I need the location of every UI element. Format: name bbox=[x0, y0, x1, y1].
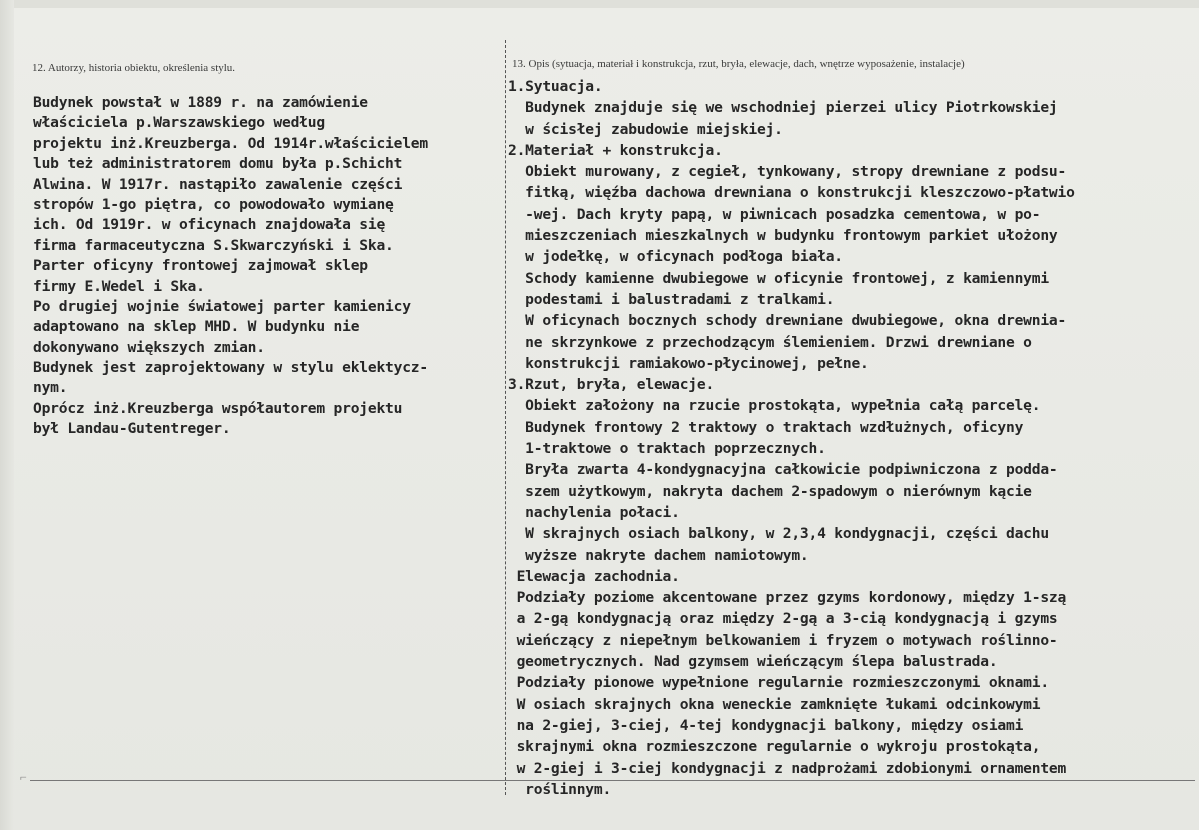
text-line: podestami i balustradami z tralkami. bbox=[508, 290, 835, 308]
text-line: Bryła zwarta 4-kondygnacyjna całkowicie podpiwniczona z podda- bbox=[508, 461, 1058, 479]
bottom-corner-mark: ⌐ bbox=[20, 770, 27, 784]
text-line: Obiekt murowany, z cegieł, tynkowany, stropy drewniane z podsu- bbox=[508, 163, 1067, 181]
text-line: dokonywano większych zmian. bbox=[33, 338, 265, 356]
text-line: na 2-giej, 3-ciej, 4-tej kondygnacji balkony, między osiami bbox=[508, 716, 1024, 734]
text-line: wyższe nakryte dachem namiotowym. bbox=[508, 546, 809, 564]
text-line: nym. bbox=[33, 379, 68, 397]
text-line: W oficynach bocznych schody drewniane dwubiegowe, okna drewnia- bbox=[508, 312, 1067, 330]
text-line: skrajnymi okna rozmieszczone regularnie o wykroju prostokąta, bbox=[508, 738, 1041, 756]
text-line: W skrajnych osiach balkony, w 2,3,4 kondygnacji, części dachu bbox=[508, 525, 1049, 543]
bottom-rule bbox=[30, 780, 1195, 781]
text-line: Budynek znajduje się we wschodniej pierzei ulicy Piotrkowskiej bbox=[508, 99, 1058, 117]
description-text bbox=[508, 76, 1198, 800]
text-line: był Landau-Gutentreger. bbox=[33, 420, 231, 438]
section-13-header: 13. Opis (sytuacja, materiał i konstrukcja, rzut, bryła, elewacje, dach, wnętrze wyposażenie, instalacje) bbox=[512, 58, 965, 70]
text-line: Budynek frontowy 2 traktowy o traktach wzdłużnych, oficyny bbox=[508, 418, 1024, 436]
text-line: Budynek powstał w 1889 r. na zamówienie bbox=[33, 94, 368, 111]
text-line: adaptowano na sklep MHD. W budynku nie bbox=[33, 318, 360, 336]
authors-history-text bbox=[33, 93, 503, 440]
text-line: 3.Rzut, bryła, elewacje. bbox=[508, 376, 715, 394]
text-line: projektu inż.Kreuzberga. Od 1914r.właścicielem bbox=[33, 134, 428, 152]
text-line: lub też administratorem domu była p.Schicht bbox=[33, 155, 403, 173]
text-line: w ścisłej zabudowie miejskiej. bbox=[508, 120, 783, 138]
text-line: Budynek jest zaprojektowany w stylu eklektycz- bbox=[33, 359, 428, 377]
text-line: 1.Sytuacja. bbox=[508, 78, 603, 95]
text-line: właściciela p.Warszawskiego według bbox=[33, 114, 325, 132]
text-line: firma farmaceutyczna S.Skwarczyński i Ska. bbox=[33, 236, 394, 254]
text-line: Obiekt założony na rzucie prostokąta, wypełnia całą parcelę. bbox=[508, 397, 1041, 415]
card-top-edge bbox=[0, 0, 1199, 8]
section-12-header: 12. Autorzy, historia obiektu, określenia stylu. bbox=[32, 62, 236, 74]
text-line: Podziały poziome akcentowane przez gzyms kordonowy, między 1-szą bbox=[508, 589, 1067, 607]
text-line: Podziały pionowe wypełnione regularnie rozmieszczonymi oknami. bbox=[508, 674, 1049, 692]
text-line: w 2-giej i 3-ciej kondygnacji z nadprożami zdobionymi ornamentem bbox=[508, 759, 1067, 777]
text-line: Parter oficyny frontowej zajmował sklep bbox=[33, 257, 368, 275]
text-line: Po drugiej wojnie światowej parter kamienicy bbox=[33, 297, 411, 315]
text-line: fitką, więźba dachowa drewniana o konstrukcji kleszczowo-płatwio bbox=[508, 184, 1075, 202]
text-line: wieńczący z niepełnym belkowaniem i fryzem o motywach roślinno- bbox=[508, 631, 1058, 649]
card-left-edge bbox=[0, 0, 14, 830]
text-line: w jodełkę, w oficynach podłoga biała. bbox=[508, 248, 843, 266]
text-line: roślinnym. bbox=[508, 780, 612, 798]
text-line: ne skrzynkowe z przechodzącym ślemieniem. Drzwi drewniane o bbox=[508, 333, 1032, 351]
text-line: W osiach skrajnych okna weneckie zamknięte łukami odcinkowymi bbox=[508, 695, 1041, 713]
text-line: firmy E.Wedel i Ska. bbox=[33, 277, 205, 295]
text-line: Schody kamienne dwubiegowe w oficynie frontowej, z kamiennymi bbox=[508, 269, 1049, 287]
text-line: szem użytkowym, nakryta dachem 2-spadowym o nierównym kącie bbox=[508, 482, 1032, 500]
text-line: a 2-gą kondygnacją oraz między 2-gą a 3-cią kondygnacją i gzyms bbox=[508, 610, 1058, 628]
text-line: geometrycznych. Nad gzymsem wieńczącym ślepa balustrada. bbox=[508, 653, 998, 671]
text-line: ich. Od 1919r. w oficynach znajdowała się bbox=[33, 216, 386, 234]
text-line: Oprócz inż.Kreuzberga współautorem projektu bbox=[33, 399, 403, 417]
text-line: Elewacja zachodnia. bbox=[508, 567, 680, 585]
column-divider bbox=[505, 40, 506, 795]
text-line: -wej. Dach kryty papą, w piwnicach posadzka cementowa, w po- bbox=[508, 205, 1041, 223]
text-line: nachylenia połaci. bbox=[508, 503, 680, 521]
text-line: mieszczeniach mieszkalnych w budynku frontowym parkiet ułożony bbox=[508, 227, 1058, 245]
text-line: 2.Materiał + konstrukcja. bbox=[508, 141, 723, 159]
text-line: konstrukcji ramiakowo-płycinowej, pełne. bbox=[508, 354, 869, 372]
text-line: stropów 1-go piętra, co powodowało wymianę bbox=[33, 195, 394, 213]
text-line: Alwina. W 1917r. nastąpiło zawalenie części bbox=[33, 175, 403, 193]
text-line: 1-traktowe o traktach poprzecznych. bbox=[508, 440, 826, 458]
